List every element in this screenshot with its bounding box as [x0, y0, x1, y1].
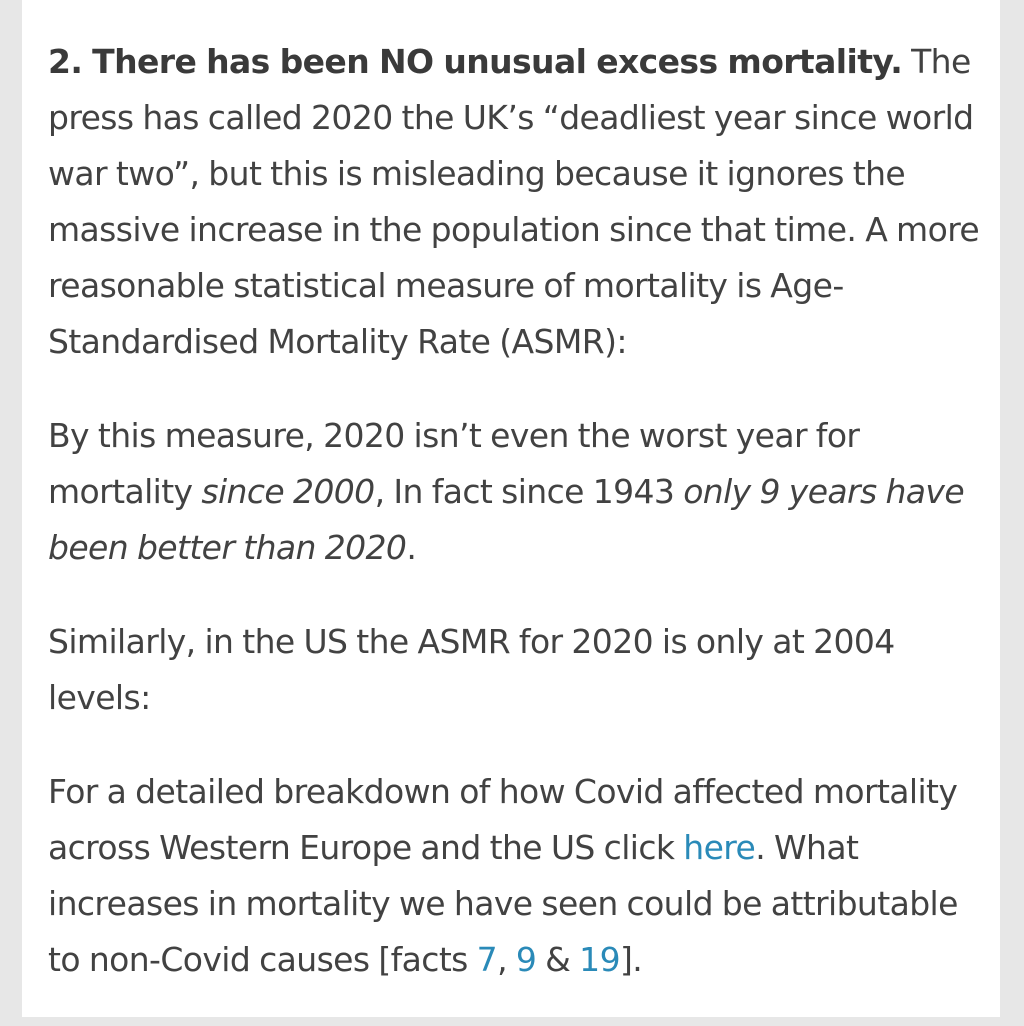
paragraph-text: By this measure, 2020 isn’t even the worst year for mortality — [48, 416, 860, 511]
paragraph-us-asmr — [48, 614, 988, 726]
paragraph-text: , In fact since 1943 — [374, 472, 684, 511]
paragraph-text: The press has called 2020 the UK’s “deadliest year since world war two”, but this is misleading because it ignores the massive increase in the population since that time. A more reasonable statistical measure of mortality is Age-Standardised Mortality Rate (ASMR): — [48, 42, 980, 361]
paragraph-text: For a detailed breakdown of how Covid affected mortality across Western Europe and the US click — [48, 772, 958, 867]
separator-text: & — [536, 940, 580, 979]
fact-9-link[interactable]: 9 — [515, 940, 537, 979]
article-body — [48, 34, 988, 1026]
paragraph-asmr-measure — [48, 408, 988, 576]
paragraph-text: Similarly, in the US the ASMR for 2020 is only at 2004 levels: — [48, 622, 895, 717]
paragraph-text: ]. — [619, 940, 643, 979]
emphasis-text: only 9 years have been better than 2020 — [48, 472, 965, 567]
emphasis-text: since 2000 — [201, 472, 375, 511]
paragraph-breakdown — [48, 764, 988, 988]
paragraph-text: . What increases in mortality we have seen could be attributable to non-Covid causes [facts — [48, 828, 958, 979]
fact-heading: 2. There has been NO unusual excess mortality. — [48, 42, 903, 81]
fact-19-link[interactable]: 19 — [579, 940, 620, 979]
article-page — [22, 0, 1000, 1017]
fact-7-link[interactable]: 7 — [476, 940, 498, 979]
here-link[interactable]: here — [683, 828, 756, 867]
separator-text: , — [497, 940, 516, 979]
paragraph-excess-mortality — [48, 34, 988, 370]
paragraph-text: . — [406, 528, 417, 567]
